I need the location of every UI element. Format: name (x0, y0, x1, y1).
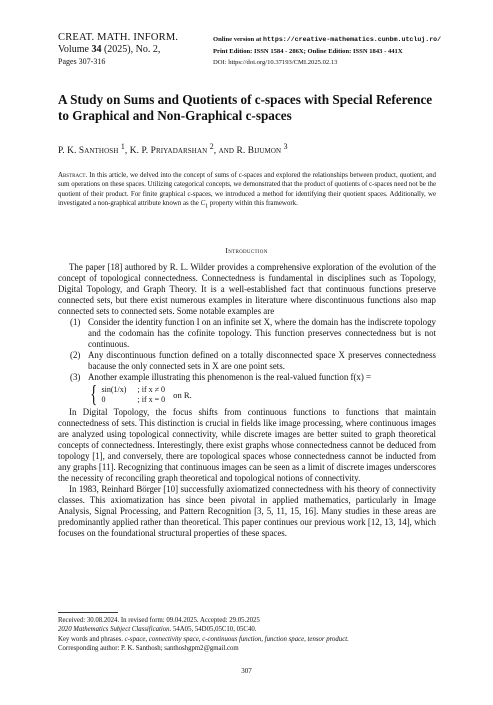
author-3-affiliation: 3 (283, 142, 288, 151)
online-url[interactable]: https://creative-mathematics.cunbm.utcluj.ro/ (263, 36, 442, 43)
piecewise-condition: ; if x ≠ 0 (137, 384, 166, 394)
list-item (58, 317, 436, 350)
intro-paragraph-2: In Digital Topology, the focus shifts from continuous functions to functions that maintain connectedness of sets. This distinction is crucial in fields like image processing, where continuous images are analyzed using topological connectivity, while discrete images are better suited to graph theoretical concepts of connectedness. Interestingly, there exist graphs whose connectedness cannot be deduced from topology [1], and conversely, there are topological spaces whose connectedness cannot be inducted from any graphs [11]. Recognizing that continuous images can be seen as a limit of discrete images underscores the necessity of reconciling graph theoretical and topological notions of connectivity. (58, 407, 436, 483)
left-brace: { (90, 382, 98, 408)
abstract-text: In this article, we delved into the concept of sums of c-spaces and explored the relationships between product, quotient, and sum operations on these spaces. Utilizing categorical concepts, we demonstrated that the product of quotients of c-spaces need not be the quotient of their product. For finite graphical c-spaces, we introduced a method for identifying their quotient spaces. Additionally, we investigated a non-graphical attribute known as the (58, 172, 436, 208)
piecewise-domain: on R. (173, 389, 192, 400)
author-separator: , (124, 146, 130, 157)
list-item-text: Consider the identity function I on an infinite set X, where the domain has the indiscrete topology and the codomain has the cofinite topology. This function preserves connectedness but is not continuous. (88, 317, 436, 349)
piecewise-row (102, 385, 166, 396)
keywords-text: c-space, connectivity space, c-continuous function, function space, tensor product. (124, 635, 349, 643)
intro-paragraph-1: The paper [18] authored by R. L. Wilder provides a comprehensive exploration of the evolution of the concept of topological connectedness. Connectedness is fundamental in disciplines such as Topology, Digital Topology, and Graph Theory. It is a well-established fact that continuous functions preserve connected sets, but there exist numerous examples in literature where discontinuous functions also map connected sets to connected sets. Some notable examples are (58, 262, 436, 316)
journal-pages: Pages 307-316 (58, 57, 106, 66)
list-item-text: Any discontinuous function defined on a totally disconnected space X preserves connectedness bacause the only connected sets in X are one point sets. (88, 350, 436, 371)
publication-info (213, 34, 441, 69)
intro-paragraph-3: In 1983, Reinhard Börger [10] successfully axiomatized connectedness with his theory of connectivity classes. This axiomatization has since been pivotal in applied mathematics, particularly in Image Analysis, Signal Processing, and Pattern Recognition [3, 5, 11, 15, 16]. Many studies in these areas are predominantly applied rather than theoretical. This paper continues our previous work [12, 13, 14], which focuses on the foundational structural properties of these spaces. (58, 484, 436, 538)
keywords (58, 635, 438, 644)
online-prefix: Online version at (213, 36, 264, 43)
doi-line[interactable]: DOI: https://doi.org/10.37193/CMI.2025.02.13 (213, 59, 338, 66)
footnotes (58, 616, 438, 653)
piecewise-expression: 0 (101, 395, 106, 404)
list-item-number: (2) (70, 350, 81, 360)
author-3: R. Bijumon (236, 146, 282, 157)
piecewise-cases (102, 385, 166, 406)
abstract (58, 171, 436, 212)
author-separator: , and (213, 146, 237, 157)
msc-label: 2020 Mathematics Subject Classification. (58, 626, 172, 634)
author-1: P. K. Santhosh (58, 146, 119, 157)
volume-suffix: (2025), No. 2, (101, 44, 161, 55)
journal-name: CREAT. MATH. INFORM. (58, 32, 179, 43)
journal-volume (58, 44, 178, 56)
list-item (58, 372, 436, 383)
footnote-divider (58, 612, 118, 613)
abstract-label: Abstract. (58, 172, 88, 179)
list-item (58, 350, 436, 372)
volume-number: 34 (91, 44, 102, 55)
introduction-body (58, 262, 436, 539)
author-1-affiliation: 1 (120, 142, 125, 151)
page-number: 307 (241, 667, 252, 675)
paper-title: A Study on Sums and Quotients of c-spaces with Special Reference to Graphical and Non-Graphical c-spaces (58, 92, 433, 123)
c1-symbol: C (200, 200, 206, 208)
corresponding-author: Corresponding author: P. K. Santhosh; santhoshgpm2@gmail.com (58, 644, 239, 652)
author-2: K. P. Priyadarshan (129, 146, 208, 157)
piecewise-expression: sin(1/x) (101, 384, 127, 394)
abstract-tail: property within this framework. (208, 200, 298, 208)
list-item-number: (1) (70, 317, 81, 327)
volume-prefix: Volume (58, 44, 92, 55)
author-2-affiliation: 2 (209, 142, 214, 151)
msc-codes: 54A05, 54D05,05C10, 05C40. (171, 626, 257, 634)
piecewise-condition: ; if x = 0 (137, 395, 166, 404)
examples-list (58, 317, 436, 383)
author-list (58, 142, 288, 156)
c1-subscript: 1 (205, 203, 209, 210)
piecewise-function (58, 383, 436, 407)
keywords-label: Key words and phrases. (58, 635, 125, 643)
section-heading-introduction: Introduction (225, 246, 268, 255)
piecewise-row (102, 395, 166, 406)
received-dates: Received: 30.08.2024. In revised form: 09.04.2025. Accepted: 29.05.2025 (58, 617, 260, 624)
list-item-number: (3) (70, 372, 81, 382)
list-item-text: Another example illustrating this phenomenon is the real-valued function f(x) = (88, 372, 372, 382)
online-version (213, 34, 441, 46)
issn-line: Print Edition: ISSN 1584 - 286X; Online Edition: ISSN 1843 - 441X (213, 47, 403, 55)
msc-classification (58, 625, 438, 634)
journal-info (58, 32, 178, 67)
